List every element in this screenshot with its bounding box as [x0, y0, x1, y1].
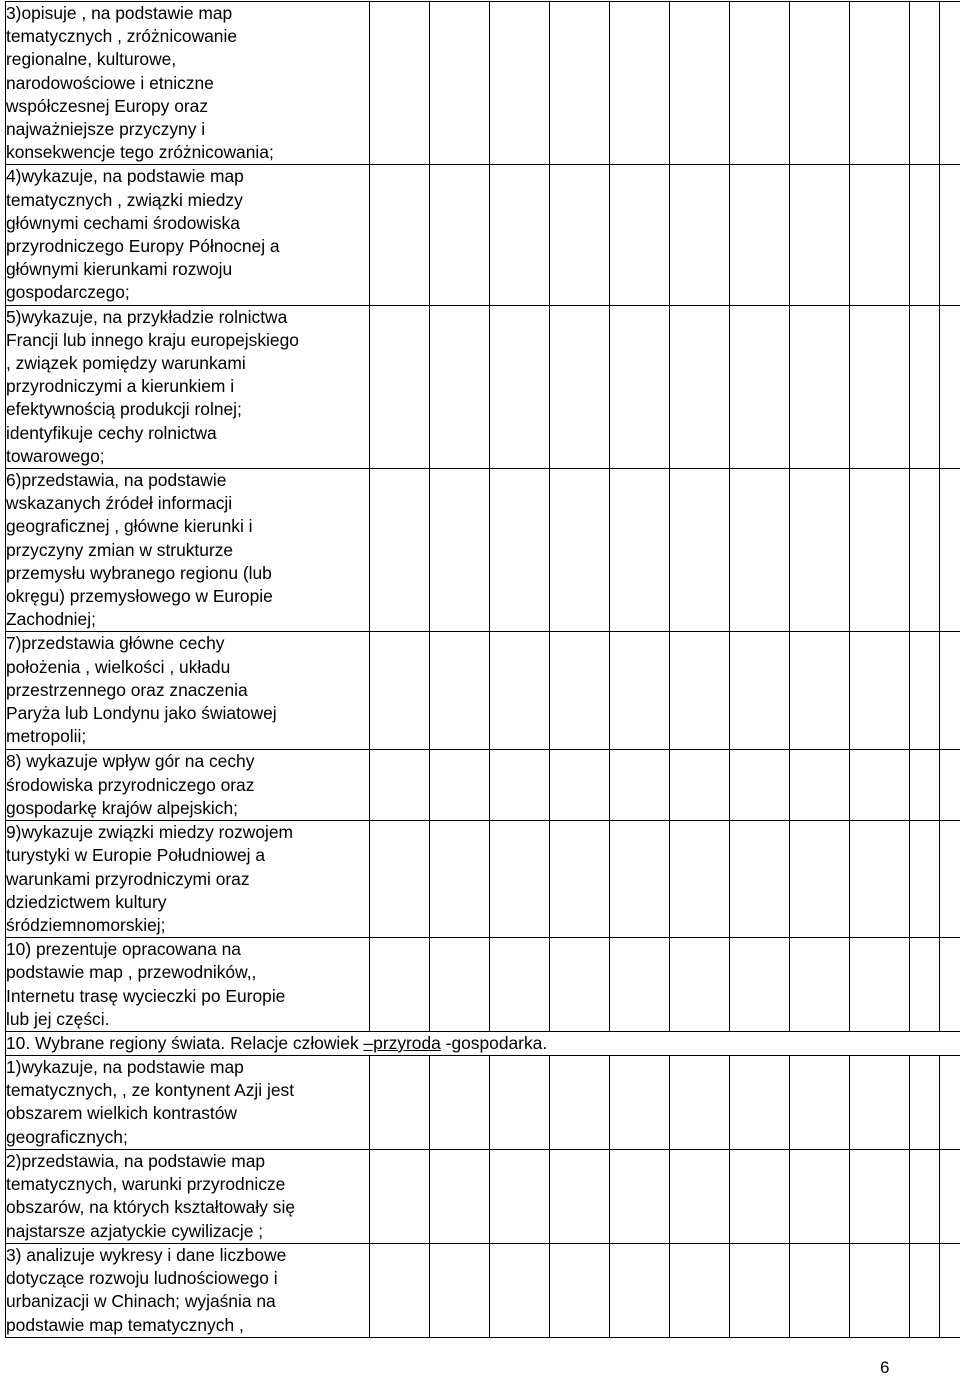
empty-cell	[670, 305, 730, 468]
empty-cell	[430, 1055, 490, 1149]
empty-cell	[910, 2, 940, 165]
requirement-line: podstawie map , przewodników,,	[6, 962, 257, 983]
empty-cell	[790, 938, 850, 1032]
empty-cell	[550, 821, 610, 938]
empty-cell	[430, 1243, 490, 1337]
empty-cell	[550, 469, 610, 632]
requirement-line: głównymi cechami środowiska	[6, 212, 240, 233]
page-number: 6	[880, 1358, 890, 1377]
requirement-line: dotyczące rozwoju ludnościowego i	[6, 1268, 278, 1289]
empty-cell	[610, 821, 670, 938]
empty-cell	[550, 938, 610, 1032]
empty-cell	[490, 2, 550, 165]
requirement-line: metropolii;	[6, 726, 87, 747]
requirement-line: narodowościowe i etniczne	[6, 72, 214, 93]
requirement-line: gospodarkę krajów alpejskich;	[6, 797, 238, 818]
requirement-line: urbanizacji w Chinach; wyjaśnia na	[6, 1291, 276, 1312]
empty-cell	[610, 2, 670, 165]
requirement-line: 4)wykazuje, na podstawie map	[6, 166, 244, 187]
requirement-line: tematycznych, warunki przyrodnicze	[6, 1174, 286, 1195]
requirement-line: konsekwencje tego zróżnicowania;	[6, 142, 274, 163]
empty-cell	[490, 1055, 550, 1149]
requirement-line: obszarów, na których kształtowały się	[6, 1197, 295, 1218]
empty-cell	[910, 305, 940, 468]
empty-cell	[430, 938, 490, 1032]
empty-cell	[730, 821, 790, 938]
requirement-line: 2)przedstawia, na podstawie map	[6, 1150, 266, 1171]
empty-cell	[940, 938, 960, 1032]
requirement-line: 3)opisuje , na podstawie map	[6, 3, 233, 23]
empty-cell	[550, 1055, 610, 1149]
empty-cell	[910, 1055, 940, 1149]
requirement-line: Zachodniej;	[6, 609, 96, 630]
requirement-line: przyczyny zmian w strukturze	[6, 539, 234, 560]
empty-cell	[910, 1149, 940, 1243]
requirement-line: lub jej części.	[6, 1008, 110, 1029]
empty-cell	[850, 1243, 910, 1337]
empty-cell	[670, 1055, 730, 1149]
requirement-cell	[6, 1149, 370, 1243]
requirement-line: regionalne, kulturowe,	[6, 49, 177, 70]
empty-cell	[370, 469, 430, 632]
empty-cell	[550, 1243, 610, 1337]
table-row	[6, 632, 960, 750]
requirement-cell	[6, 750, 370, 821]
table-row	[6, 2, 960, 165]
requirement-cell	[6, 1243, 370, 1337]
table-row	[6, 821, 960, 938]
requirement-line: najstarsze azjatyckie cywilizacje ;	[6, 1220, 264, 1241]
requirement-line: tematycznych , związki miedzy	[6, 189, 243, 210]
empty-cell	[430, 1149, 490, 1243]
empty-cell	[910, 821, 940, 938]
empty-cell	[790, 1243, 850, 1337]
empty-cell	[790, 165, 850, 305]
empty-cell	[730, 1055, 790, 1149]
empty-cell	[670, 1149, 730, 1243]
empty-cell	[670, 821, 730, 938]
empty-cell	[430, 750, 490, 821]
empty-cell	[940, 2, 960, 165]
requirement-line: 1)wykazuje, na podstawie map	[6, 1056, 244, 1077]
empty-cell	[490, 1243, 550, 1337]
requirement-line: przestrzennego oraz znaczenia	[6, 679, 248, 700]
empty-cell	[370, 305, 430, 468]
empty-cell	[370, 1149, 430, 1243]
table-row	[6, 1055, 960, 1149]
empty-cell	[910, 1243, 940, 1337]
requirement-line: 5)wykazuje, na przykładzie rolnictwa	[6, 306, 288, 327]
empty-cell	[670, 632, 730, 750]
table-body	[6, 2, 960, 1338]
empty-cell	[670, 750, 730, 821]
empty-cell	[850, 165, 910, 305]
empty-cell	[550, 1149, 610, 1243]
empty-cell	[850, 1055, 910, 1149]
empty-cell	[370, 165, 430, 305]
table-row	[6, 165, 960, 305]
table-row	[6, 305, 960, 468]
empty-cell	[370, 2, 430, 165]
requirement-line: Internetu trasę wycieczki po Europie	[6, 985, 286, 1006]
empty-cell	[610, 165, 670, 305]
empty-cell	[490, 305, 550, 468]
empty-cell	[940, 1149, 960, 1243]
table-row	[6, 469, 960, 632]
section-heading-text: -gospodarka.	[440, 1032, 548, 1053]
empty-cell	[790, 632, 850, 750]
empty-cell	[490, 750, 550, 821]
section-heading-row	[6, 1031, 960, 1055]
empty-cell	[790, 305, 850, 468]
requirement-line: okręgu) przemysłowego w Europie	[6, 586, 273, 607]
empty-cell	[490, 632, 550, 750]
empty-cell	[550, 305, 610, 468]
requirement-line: przemysłu wybranego regionu (lub	[6, 562, 272, 583]
empty-cell	[490, 938, 550, 1032]
requirement-line: głównymi kierunkami rozwoju	[6, 259, 233, 280]
table-row	[6, 938, 960, 1032]
requirement-cell	[6, 1055, 370, 1149]
empty-cell	[730, 469, 790, 632]
empty-cell	[730, 305, 790, 468]
empty-cell	[670, 165, 730, 305]
requirement-cell	[6, 2, 370, 165]
requirement-line: dziedzictwem kultury	[6, 891, 167, 912]
empty-cell	[850, 1149, 910, 1243]
requirement-line: geograficznej , główne kierunki i	[6, 516, 253, 537]
requirement-line: środowiska przyrodniczego oraz	[6, 774, 255, 795]
requirement-line: , związek pomiędzy warunkami	[6, 353, 246, 374]
empty-cell	[940, 165, 960, 305]
empty-cell	[610, 1055, 670, 1149]
empty-cell	[370, 1243, 430, 1337]
requirement-line: efektywnością produkcji rolnej;	[6, 399, 242, 420]
empty-cell	[670, 938, 730, 1032]
requirement-cell	[6, 632, 370, 750]
empty-cell	[610, 469, 670, 632]
requirement-line: identyfikuje cechy rolnictwa	[6, 422, 217, 443]
empty-cell	[610, 1243, 670, 1337]
empty-cell	[910, 165, 940, 305]
requirement-cell	[6, 305, 370, 468]
requirement-line: przyrodniczymi a kierunkiem i	[6, 376, 235, 397]
requirement-line: 10) prezentuje opracowana na	[6, 939, 241, 960]
empty-cell	[940, 469, 960, 632]
section-heading-text: –przyroda	[363, 1032, 441, 1053]
empty-cell	[790, 821, 850, 938]
requirement-cell	[6, 469, 370, 632]
empty-cell	[430, 469, 490, 632]
empty-cell	[910, 750, 940, 821]
empty-cell	[610, 938, 670, 1032]
empty-cell	[370, 1055, 430, 1149]
requirement-line: 9)wykazuje związki miedzy rozwojem	[6, 822, 294, 843]
section-heading	[6, 1031, 960, 1055]
requirement-line: warunkami przyrodniczymi oraz	[6, 868, 250, 889]
requirement-line: Paryża lub Londynu jako światowej	[6, 703, 277, 724]
empty-cell	[370, 938, 430, 1032]
empty-cell	[610, 750, 670, 821]
requirement-line: turystyki w Europie Południowej a	[6, 845, 266, 866]
requirement-line: 7)przedstawia główne cechy	[6, 633, 225, 654]
empty-cell	[430, 2, 490, 165]
requirement-line: przyrodniczego Europy Północnej a	[6, 236, 280, 257]
empty-cell	[550, 632, 610, 750]
empty-cell	[940, 632, 960, 750]
empty-cell	[370, 632, 430, 750]
requirement-cell	[6, 938, 370, 1032]
empty-cell	[490, 165, 550, 305]
curriculum-table	[5, 1, 960, 1338]
empty-cell	[790, 750, 850, 821]
empty-cell	[550, 2, 610, 165]
empty-cell	[730, 750, 790, 821]
empty-cell	[850, 938, 910, 1032]
empty-cell	[730, 1243, 790, 1337]
empty-cell	[670, 469, 730, 632]
empty-cell	[910, 632, 940, 750]
empty-cell	[550, 165, 610, 305]
empty-cell	[370, 750, 430, 821]
requirement-line: 6)przedstawia, na podstawie	[6, 470, 227, 491]
empty-cell	[610, 1149, 670, 1243]
requirement-line: 8) wykazuje wpływ gór na cechy	[6, 751, 255, 772]
empty-cell	[850, 2, 910, 165]
table-row	[6, 1149, 960, 1243]
empty-cell	[850, 821, 910, 938]
requirement-line: wskazanych źródeł informacji	[6, 493, 233, 514]
requirement-line: śródziemnomorskiej;	[6, 914, 166, 935]
requirement-line: gospodarczego;	[6, 282, 130, 303]
empty-cell	[670, 2, 730, 165]
empty-cell	[940, 821, 960, 938]
requirement-line: podstawie map tematycznych ,	[6, 1314, 244, 1335]
table-row	[6, 750, 960, 821]
requirement-line: położenia , wielkości , układu	[6, 656, 231, 677]
empty-cell	[730, 2, 790, 165]
requirement-line: 3) analizuje wykresy i dane liczbowe	[6, 1244, 287, 1265]
empty-cell	[430, 305, 490, 468]
empty-cell	[430, 165, 490, 305]
empty-cell	[850, 305, 910, 468]
requirement-line: obszarem wielkich kontrastów	[6, 1103, 237, 1124]
requirement-line: geograficznych;	[6, 1126, 128, 1147]
empty-cell	[490, 469, 550, 632]
empty-cell	[670, 1243, 730, 1337]
requirement-cell	[6, 821, 370, 938]
requirement-line: najważniejsze przyczyny i	[6, 119, 206, 140]
empty-cell	[940, 305, 960, 468]
empty-cell	[430, 632, 490, 750]
empty-cell	[730, 632, 790, 750]
empty-cell	[490, 1149, 550, 1243]
empty-cell	[940, 1055, 960, 1149]
requirement-line: tematycznych , zróżnicowanie	[6, 26, 238, 47]
empty-cell	[940, 750, 960, 821]
empty-cell	[850, 750, 910, 821]
empty-cell	[550, 750, 610, 821]
empty-cell	[910, 938, 940, 1032]
requirement-line: tematycznych, , ze kontynent Azji jest	[6, 1080, 295, 1101]
requirement-line: towarowego;	[6, 445, 105, 466]
empty-cell	[940, 1243, 960, 1337]
requirement-cell	[6, 165, 370, 305]
empty-cell	[370, 821, 430, 938]
empty-cell	[850, 469, 910, 632]
empty-cell	[790, 1149, 850, 1243]
empty-cell	[730, 165, 790, 305]
empty-cell	[790, 2, 850, 165]
requirement-line: współczesnej Europy oraz	[6, 95, 209, 116]
empty-cell	[730, 1149, 790, 1243]
empty-cell	[610, 632, 670, 750]
empty-cell	[910, 469, 940, 632]
requirement-line: Francji lub innego kraju europejskiego	[6, 329, 299, 350]
empty-cell	[790, 469, 850, 632]
empty-cell	[850, 632, 910, 750]
table-row	[6, 1243, 960, 1337]
section-heading-text: 10. Wybrane regiony świata. Relacje człowiek	[6, 1032, 364, 1053]
empty-cell	[610, 305, 670, 468]
empty-cell	[790, 1055, 850, 1149]
empty-cell	[730, 938, 790, 1032]
empty-cell	[430, 821, 490, 938]
empty-cell	[490, 821, 550, 938]
